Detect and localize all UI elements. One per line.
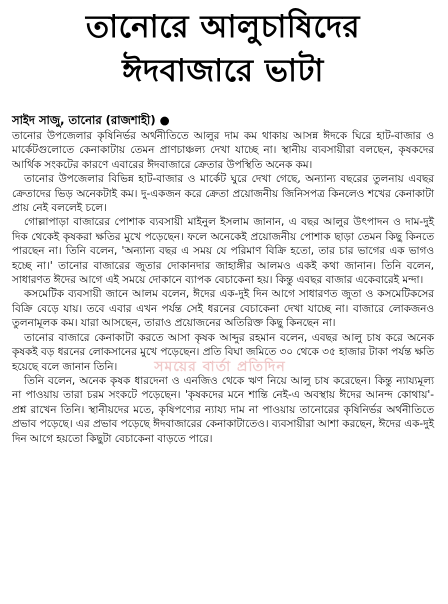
article-body xyxy=(12,129,434,446)
paragraph-6: তিনি বলেন, অনেক কৃষক ধারদেনা ও এনজিও থেকে ঋণ নিয়ে আলু চাষ করেছেন। কিন্তু ন্যায্যমূল্য না পাওয়ায় তারা চরম সংকটে পড়েছেন। 'কৃষকদের মনে শান্তি নেই-এ অবস্থায় ঈদের আনন্দ কোথায়'- প্রশ্ন রাখেন তিনি। স্থানীয়দের মতে, কৃষিপণ্যের ন্যায্য দাম না পাওয়ায় তানোরের কৃষিনির্ভর অর্থনীতিতে প্রভাব পড়েছে। এর প্রভাব পড়েছে ঈদবাজারের কেনাকাটাতেও। ব্যবসায়ীরা আশা করছেন, ঈদের এক-দুই দিন আগে হয়তো কিছুটা বেচাকেনা বাড়তে পারে। xyxy=(12,374,434,445)
watermark: সময়ের বার্তা প্রতিদিন xyxy=(154,359,286,375)
headline xyxy=(12,6,434,92)
paragraph-1: তানোর উপজেলার কৃষিনির্ভর অর্থনীতিতে আলুর দাম কম থাকায় আসন্ন ঈদকে ঘিরে হাট-বাজার ও মার্কেটগুলোতে কেনাকাটায় তেমন প্রাণচাঞ্চল্য দেখা যাচ্ছে না। স্থানীয় ব্যবসায়ীরা বলছেন, কৃষকদের আর্থিক সংকটের কারণে এবারের ঈদবাজারে ক্রেতার উপস্থিতি অনেক কম। xyxy=(12,130,435,171)
paragraph-4: কসমেটিক ব্যবসায়ী জানে আলম বলেন, ঈদের এক-দুই দিন আগে সাধারণত জুতা ও কসমেটিকসের বিক্রি বেড়ে যায়। তবে এবার এখন পর্যন্ত সেই ধরনের বেচাকেনা দেখা যাচ্ছে না। বাজারে লোকজনও তুলনামূলক কম। যারা আসছেন, তারাও প্রয়োজনের অতিরিক্ত কিছু কিনছেন না। xyxy=(12,288,434,330)
paragraph-2: তানোর উপজেলার বিভিন্ন হাট-বাজার ও মার্কেট ঘুরে দেখা গেছে, অন্যান্য বছরের তুলনায় এবছর ক্রেতাদের ভিড় অনেকটাই কম। দু-একজন করে ক্রেতা প্রয়োজনীয় জিনিসপত্র কিনলেও শখের কেনাকাটা প্রায় নেই বললেই চলে। xyxy=(12,173,434,215)
byline: সাইদ সাজু, তানোর (রাজশাহী) ● xyxy=(12,113,170,127)
headline-line-1: তানোরে আলুচাষিদের xyxy=(85,9,361,45)
headline-line-2: ঈদবাজারে ভাটা xyxy=(122,53,324,89)
paragraph-5: তানোর বাজারে কেনাকাটা করতে আসা কৃষক আব্দুর রহমান বলেন, এবছর আলু চাষ করে অনেক কৃষকই বড় ধরনের লোকসানের মুখে পড়েছেন। প্রতি বিঘা জমিতে ৩০ থেকে ৩৫ হাজার টাকা পর্যন্ত ক্ষতি হয়েছে বলে জানান তিনি। xyxy=(12,331,434,373)
paragraph-3: গোল্লাপাড়া বাজারের পোশাক ব্যবসায়ী মাইনুল ইসলাম জানান, এ বছর আলুর উৎপাদন ও দাম-দুই দিক থেকেই কৃষকরা ক্ষতির মুখে পড়েছেন। ফলে অনেকেই প্রয়োজনীয় পোশাক ছাড়া তেমন কিছু কিনতে পারছেন না। তিনি বলেন, 'অন্যান্য বছর এ সময় যে পরিমাণ বিক্রি হতো, তার চার ভাগের এক ভাগও হচ্ছে না।' তানোর বাজারের জুতার দোকানদার জাহাঙ্গীর আলমও একই কথা জানান। তিনি বলেন, সাধারণত ঈদের আগে এই সময়ে দোকানে ব্যাপক বেচাকেনা হয়। কিন্তু এবছর বাজার একেবারেই মন্দা। xyxy=(12,216,434,287)
